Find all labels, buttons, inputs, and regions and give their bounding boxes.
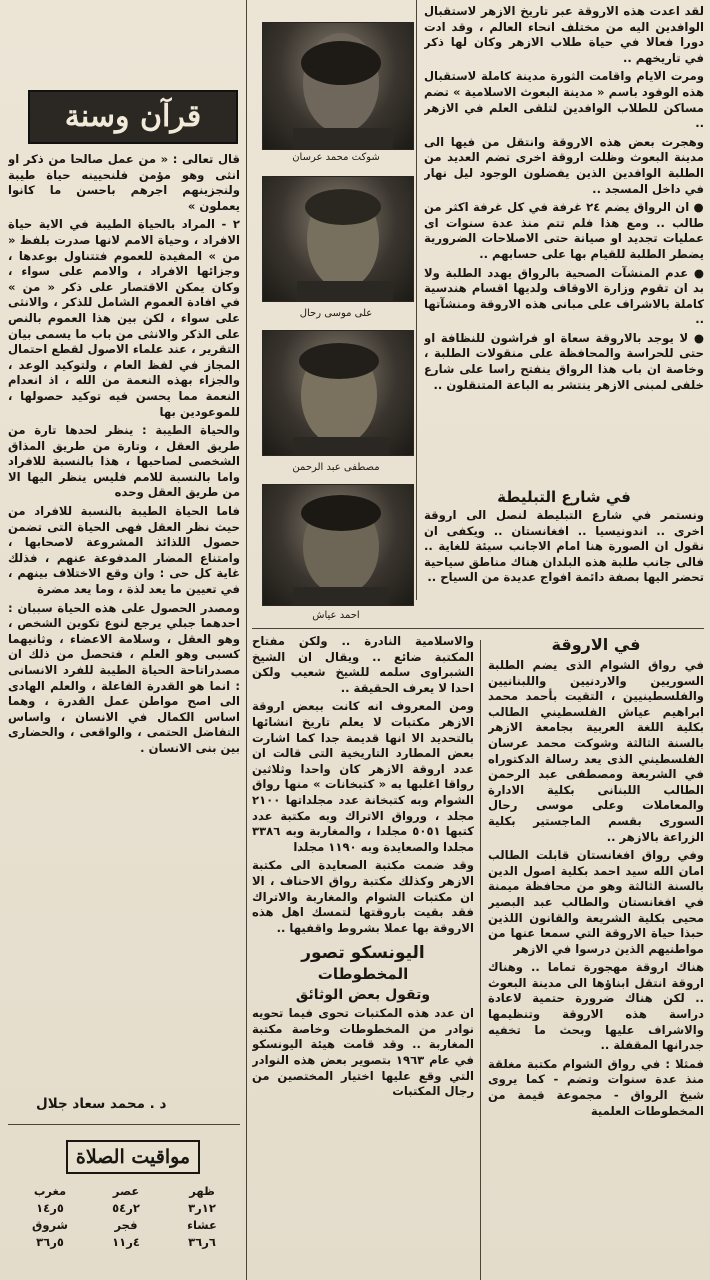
prayer-time: ٥ر١٤ xyxy=(36,1200,64,1215)
portrait-photo xyxy=(262,176,414,302)
arwiqa-section xyxy=(488,632,704,1276)
article-paragraph: ● لا يوجد بالاروقة سعاة او فراشون للنظافة او حتى للحراسة والمحافظة على منقولات الطلبة ، وخاصة ان باب هذا الرواق ينفتح راسا على شارع خلفى لمبنى الازهر ينتشر به الباعة المتنقلون .. xyxy=(424,330,704,392)
photo-caption: مصطفى عبد الرحمن xyxy=(292,462,380,473)
prayer-times-table xyxy=(12,1182,240,1250)
column-paragraph: فاما الحياة الطيبة بالنسبة للافراد من حيث نظر العقل فهى الحياة التى تضمن حصول اللذائذ المشروعة لاصحابها ، وامتناع المضار المدفوعة عنهم ، فذلك غاية كل حى : وان وقع الاختلاف بينهم ، في تعيين ما يعد لذة ، وما يعد مضرة xyxy=(8,504,240,597)
author-signature: د . محمد سعاد جلال xyxy=(36,1096,167,1112)
column-divider xyxy=(416,0,417,600)
article-paragraph: لقد اعدت هذه الاروقة عبر تاريخ الازهر لاستقبال الوافدين اليه من مختلف انحاء العالم ، وقد ادت دورا فعالا في حياة طلاب الازهر وكان لها ذكر في تاريخهم .. xyxy=(424,4,704,65)
section-divider xyxy=(8,1124,240,1125)
prayer-time: ١٢ر٣ xyxy=(188,1200,216,1215)
table-row xyxy=(12,1182,240,1199)
photo-caption: احمد عياش xyxy=(312,610,360,621)
article-top-column xyxy=(424,4,704,512)
prayer-label: مغرب xyxy=(33,1183,67,1198)
unesco-heading: اليونسكو تصور xyxy=(301,943,425,964)
article-paragraph: فمثلا : في رواق الشوام مكتبة مغلقة منذ عدة سنوات وتضم - كما يروى شيخ الرواق - مجموعة قيمة من المخطوطات العلمية xyxy=(488,1056,704,1118)
article-paragraph: في رواق الشوام الذى يضم الطلبة السوريين والاردنيين واللبنانيين والفلسطينيين ، التقيت بأحمد محمد ابراهيم عياش الفلسطيني الطالب بكلية اللغة العربية بجامعة الازهر بالسنة الثالثة وشوكت محمد عرسان الفلسطيني الذى يعد رسالة الدكتوراه في الشريعة ومصطفى عبد الرحمن الطالب اللبنانى بكلية الادارة والمعاملات وعلى موسى رحال السورى بقسم الماجستير بكلية الزراعة بالازهر .. xyxy=(488,658,704,844)
portrait-photo xyxy=(262,330,414,456)
prayer-time: ٥ر٣٦ xyxy=(36,1234,64,1249)
article-paragraph: وقد ضمت مكتبة الصعايدة الى مكتبة الازهر وكذلك مكتبة رواق الاحناف ، الا ان مكتبات الشوام والمغاربة والاتراك فقد بقيت باروقتها لتمسك اهل هذه الاروقة بها عملا بشروط واقفيها .. xyxy=(252,858,474,935)
article-paragraph: وفي رواق افغانستان قابلت الطالب امان الله سيد احمد بكلية اصول الدين بالسنة الثالثة وهو من محافظة ميمنة في افغانستان والطالب عبد البصير محيى بكلية الشريعة والقانون اللذين حبذا حياة الاروقة التي سمعا عنها من مواطنيهم الذين درسوا في الازهر xyxy=(488,848,704,956)
article-paragraph: ونستمر في شارع التبليطة لنصل الى اروقة اخرى .. اندونيسيا .. افغانستان .. ويكفى ان نقول ان الصورة هنا امام الاجانب سيئة للغاية .. فالى جانب طلبة هذه البلدان هناك مناطق سياحية تحضر اليها بصفة دائمة افواج عديدة من السياح .. xyxy=(424,508,704,585)
article-paragraph: ومرت الايام واقامت الثورة مدينة كاملة لاستقبال هذه الوفود باسم « مدينة البعوث الاسلامية » تضم مساكن للطلاب الوافدين لتلقى العلم في الازهر .. xyxy=(424,69,704,131)
section-heading: في شارع التبليطة xyxy=(497,488,631,506)
quran-sunnah-column xyxy=(8,152,240,1088)
article-paragraph: ان عدد هذه المكتبات تحوى فيما تحويه نوادر من المخطوطات وخاصة مكتبة المغاربة .. وقد قامت هيئة اليونسكو في عام ١٩٦٣ بتصوير بعض هذه النوادر التي وقع عليها اختيار المختصين من رجال المكتبات xyxy=(252,1006,474,1099)
prayer-label: فجر xyxy=(114,1217,138,1232)
column-divider xyxy=(480,640,481,1280)
prayer-time: ٢ر٥٤ xyxy=(112,1200,140,1215)
article-paragraph: والاسلامية النادرة .. ولكن مفتاح المكتبة ضائع .. ويقال ان الشيخ الشبراوى سلمه للشيخ شعيب ولكن احدا لا يعرف الحقيقة .. xyxy=(252,634,474,695)
section-heading: في الاروقة xyxy=(551,635,641,654)
prayer-label: ظهر xyxy=(189,1183,215,1198)
article-paragraph: ● عدم المنشآت الصحية بالرواق يهدد الطلبة ولا بد ان تقوم وزارة الاوقاف ولديها اقسام هندسية كاملة بالاشراف على مبانى هذه الاروقة ومنشآتها .. xyxy=(424,265,704,327)
photo-caption: شوكت محمد عرسان xyxy=(292,152,380,163)
table-row xyxy=(12,1233,240,1250)
article-paragraph: ● ان الرواق يضم ٢٤ غرفة في كل غرفة اكثر من طالب .. ومع هذا فلم تتم منذ عدة سنوات اى عمليات تجديد او صيانة حتى الاصلاحات الضرورية يضطر الطلبة للقيام بها على حسابهم .. xyxy=(424,200,704,261)
column-paragraph: ٢ - المراد بالحياة الطيبة في الاية حياة الافراد ، وحياة الامم لانها صدرت بلفظ « من » المفيدة للعموم فتتناول بوعدها ، وجزائها الافراد ، والامم على سواء ، وكان يمكن الاقتصار على ذكر « من » في افادة العموم الشامل للذكر ، والانثى على سواء ، لكن بين هذا العموم بالنص على الذكر والانثى من باب ما يسمى بيان التقرير ، عند علماء الاصول لقطع احتمال المجاز في لفظ العام ، ولتوكيد الوعد ، والجزاء بهذه النعمة من الله ، اذ انعدام النعمة مما يحسن فيه توكيد حصولها ، للموعودين بها xyxy=(8,217,240,419)
portrait-photo xyxy=(262,22,414,150)
portrait-photo xyxy=(262,484,414,606)
unesco-heading: المخطوطات xyxy=(317,965,409,984)
column-paragraph: ومصدر الحصول على هذه الحياة سببان : احدهما جبلي يرجع لنوع تكوين الشخص ، وهو العقل ، وسلامة الاعضاء ، وثانيهما كسبى وهو العلم ، فتحصل من ذلك ان مصدراتاحة الحياة الطيبة للفرد الانسانى : انما هو القدرة الفاعلة ، والعلم الهادى الى اصح مواطن عمل القدرة ، وهما اساس الكمال في الانسان ، واساس التفاضل الحتمى ، والواقعى ، والحضارى بين بنى الانسان . xyxy=(8,600,240,755)
middle-column xyxy=(252,634,474,1276)
column-divider xyxy=(246,0,247,1280)
column-paragraph: والحياة الطيبة : ينظر لحدها تارة من طريق العقل ، وتارة من طريق المذاق الشخصى لصاحبها ، هذا بالنسبة للافراد واما بالنسبة للامم فليس ينظر اليها الا من طريق العقل وحده xyxy=(8,423,240,500)
prayer-label: شروق xyxy=(32,1217,68,1232)
section-divider xyxy=(252,628,704,629)
prayer-time: ٦ر٣٦ xyxy=(188,1234,216,1249)
article-paragraph: وهجرت بعض هذه الاروقة وانتقل من فيها الى مدينة البعوث وظلت اروقة اخرى تضم العديد من الطلبة الوافدين الذين يفضلون الوجود ليل نهار في داخل المسجد .. xyxy=(424,134,704,196)
tabligha-section xyxy=(424,486,704,618)
photo-caption: على موسى رحال xyxy=(299,308,373,319)
table-row xyxy=(12,1216,240,1233)
column-banner: قرآن وسنة xyxy=(28,90,238,144)
article-paragraph: ومن المعروف انه كانت ببعض اروقة الازهر مكتبات لا يعلم تاريخ انشائها بالتحديد الا انها قديمة جدا كما اشارت بعض المطارد التاريخية التى قالت ان عدد اروقة الازهر كان واحدا وثلاثين رواقا اغلبها به « كتبخانات » منها رواق الشوام وبه كتبخانة عدد مجلداتها ٢١٠٠ مجلد ، ورواق الاتراك وبه مكتبة عدد كتبها ٥٠٥١ مجلدا ، والمغاربة وبه ٣٣٨٦ مجلدا والصعايدة وبه ١١٩٠ مجلدا xyxy=(252,699,474,854)
table-row xyxy=(12,1199,240,1216)
prayer-times-title: مواقيت الصلاة xyxy=(66,1140,200,1174)
prayer-label: عصر xyxy=(112,1183,140,1198)
unesco-subheading: وتقول بعض الوثائق xyxy=(295,987,431,1004)
article-paragraph: هناك اروقة مهجورة تماما .. وهناك اروقة انتقل ابناؤها الى مدينة البعوث .. لكن هناك ضرورة حتمية لاعادة دراسة هذه الاروقة وتنظيمها والاشراف عليها وبحث ما تخفيه جدرانها المقفلة .. xyxy=(488,960,704,1053)
prayer-label: عشاء xyxy=(187,1217,217,1232)
column-paragraph: قال تعالى : « من عمل صالحا من ذكر او انثى وهو مؤمن فلنحيينه حياة طيبة ولنجزينهم اجرهم باحسن ما كانوا يعملون » xyxy=(8,152,240,213)
prayer-time: ٤ر١١ xyxy=(112,1234,140,1249)
